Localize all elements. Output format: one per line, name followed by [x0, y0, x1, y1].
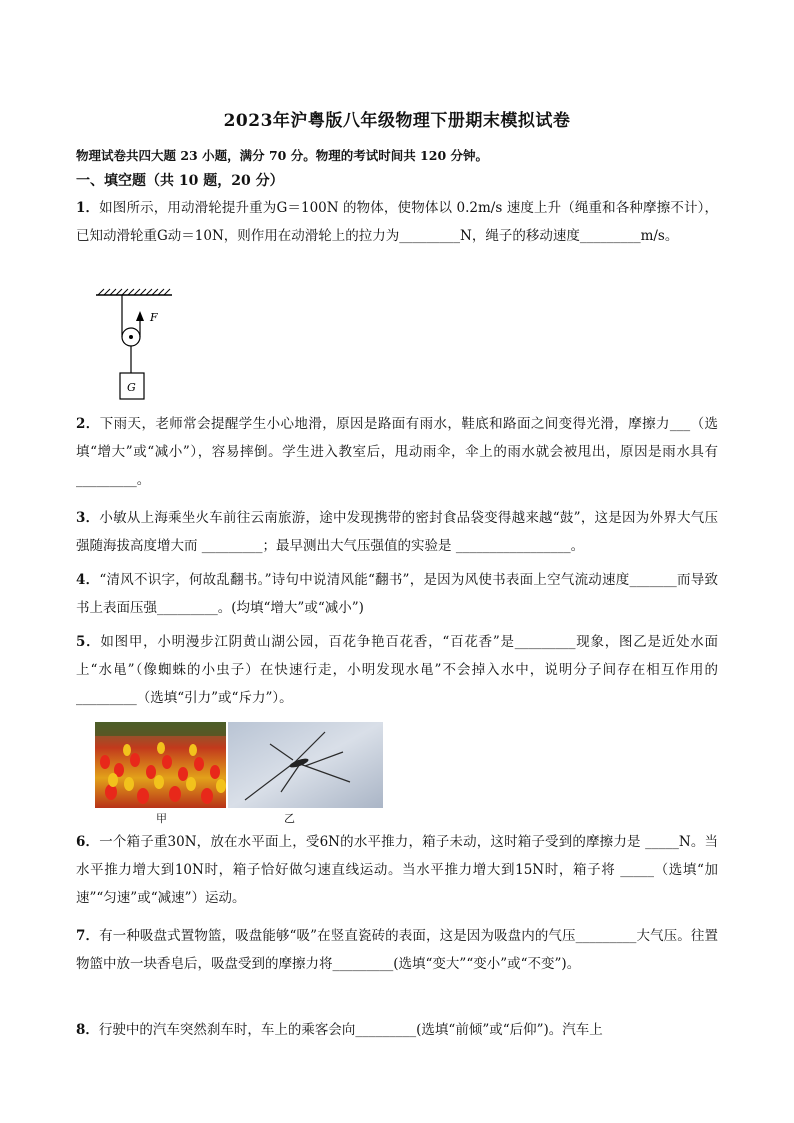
question-number: 6．: [76, 834, 100, 850]
question-8: [76, 1016, 718, 1044]
question-2: [76, 410, 718, 494]
photo-caption-b: 乙: [284, 812, 295, 825]
tulip-photo: [95, 722, 226, 808]
pulley-diagram: [94, 287, 176, 403]
force-label: F: [150, 311, 158, 324]
question-number: 7．: [76, 928, 100, 944]
question-text: “清风不识字，何故乱翻书。”诗句中说清风能“翻书”，是因为风使书表面上空气流动速度_______而导致书上表面压强_________。(均填“增大”或“减小”): [76, 572, 718, 616]
question-number: 4．: [76, 572, 100, 588]
section-heading-fill-in: 一、填空题（共 10 题，20 分）: [76, 173, 284, 189]
question-1: [76, 194, 718, 250]
question-text: 有一种吸盘式置物篮，吸盘能够“吸”在竖直瓷砖的表面，这是因为吸盘内的气压_________大气压。往置物篮中放一块香皂后，吸盘受到的摩擦力将_________(选填“变大”“变小”或“不变”)。: [76, 928, 718, 972]
question-number: 5．: [76, 634, 101, 650]
question-number: 1．: [76, 200, 100, 216]
question-text: 如图甲，小明漫步江阴黄山湖公园，百花争艳百花香，“百花香”是_________现象，图乙是近处水面上“水黾”（像蜘蛛的小虫子）在快速行走，小明发现水黾”不会掉入水中，说明分子间存在相互作用的_________（选填“引力”或“斥力”）。: [76, 634, 718, 706]
weight-label: G: [127, 381, 136, 394]
water-strider-photo: [228, 722, 383, 808]
photo-caption-a: 甲: [156, 812, 167, 825]
question-text: 行驶中的汽车突然刹车时，车上的乘客会向_________(选填“前倾”或“后仰”)。汽车上: [98, 1022, 603, 1038]
question-text: 下雨天，老师常会提醒学生小心地滑，原因是路面有雨水，鞋底和路面之间变得光滑，摩擦力___（选填“增大”或“减小”），容易摔倒。学生进入教室后，甩动雨伞，伞上的雨水就会被甩出，原因是雨水具有_________。: [76, 416, 718, 488]
question-6: [76, 828, 718, 912]
question-number: 3．: [76, 510, 100, 526]
question-4: [76, 566, 718, 622]
question-text: 一个箱子重30N，放在水平面上，受6N的水平推力，箱子未动，这时箱子受到的摩擦力是 _____N。当水平推力增大到10N时，箱子恰好做匀速直线运动。当水平推力增大到15N时，箱子将 _____（选填“加速”“匀速”或“减速”）运动。: [76, 834, 718, 906]
question-text: 小敏从上海乘坐火车前往云南旅游，途中发现携带的密封食品袋变得越来越“鼓”，这是因为外界大气压强随海拔高度增大而 _________；最早测出大气压强值的实验是 _________________。: [76, 510, 718, 554]
exam-title: 2023年沪粤版八年级物理下册期末模拟试卷: [223, 111, 571, 131]
question-5: [76, 628, 718, 712]
question-7: [76, 922, 718, 978]
question-3: [76, 504, 718, 560]
question-text: 如图所示，用动滑轮提升重为G＝100N 的物体，使物体以 0.2m/s 速度上升（绳重和各种摩擦不计），已知动滑轮重G动＝10N，则作用在动滑轮上的拉力为_________N，绳子的移动速度_________m/s。: [76, 200, 718, 244]
photo-figures: [95, 722, 383, 808]
exam-intro: 物理试卷共四大题 23 小题，满分 70 分。物理的考试时间共 120 分钟。: [76, 148, 488, 163]
question-number: 8．: [76, 1022, 99, 1038]
question-number: 2．: [76, 416, 100, 432]
